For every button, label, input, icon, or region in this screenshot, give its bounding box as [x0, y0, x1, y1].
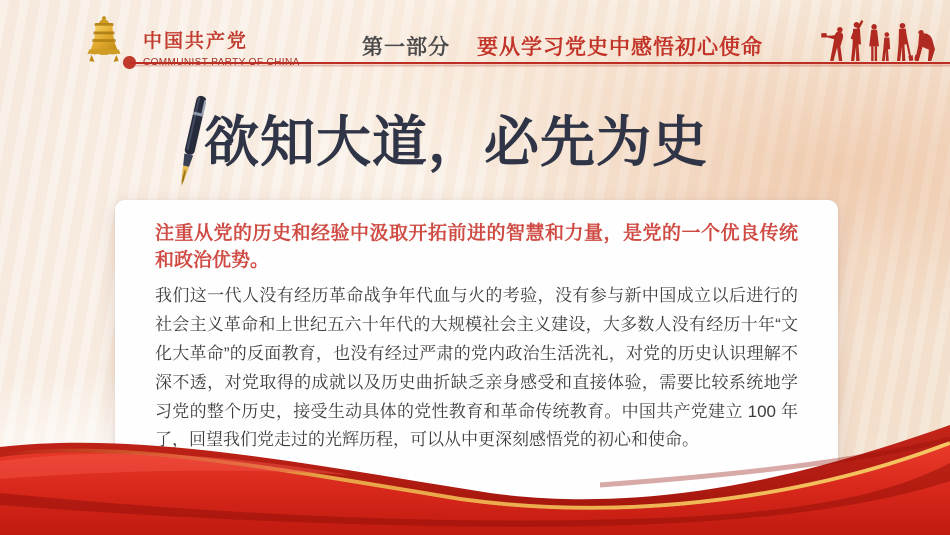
section-label: 第一部分: [362, 36, 450, 59]
org-name: 中国共产党: [143, 31, 249, 52]
pen-icon: [160, 92, 206, 194]
section-title: 要从学习党史中感悟初心使命: [477, 36, 763, 59]
card-body-text: 我们这一代人没有经历革命战争年代血与火的考验，没有参与新中国成立以后进行的社会主义革命和上世纪五六十年代的大规模社会主义建设，大多数人没有经历十年“文化大革命”的反面教育，也没有经过严肃的党内政治生活洗礼，对党的历史认识理解不深不透，对党取得的成就以及历史曲折缺乏亲身感受和直接体验，需要比较系统地学习党的整个历史，接受生动具体的党性教育和革命传统教育。中国共产党建立 100 年了，回望我们党走过的光辉历程，可以从中更深刻感悟党的初心和使命。: [155, 285, 798, 450]
section-heading: [362, 31, 763, 61]
page-title: 欲知大道，必先为史: [204, 111, 709, 174]
ribbon-graphic: [0, 423, 950, 535]
title-row: [160, 90, 708, 195]
header-bar: [0, 0, 950, 80]
workers-icon: [820, 17, 938, 62]
card-lead-text: 注重从党的历史和经验中汲取开拓前进的智慧和力量，是党的一个优良传统和政治优势。: [155, 223, 798, 271]
bell-icon: [85, 15, 123, 67]
